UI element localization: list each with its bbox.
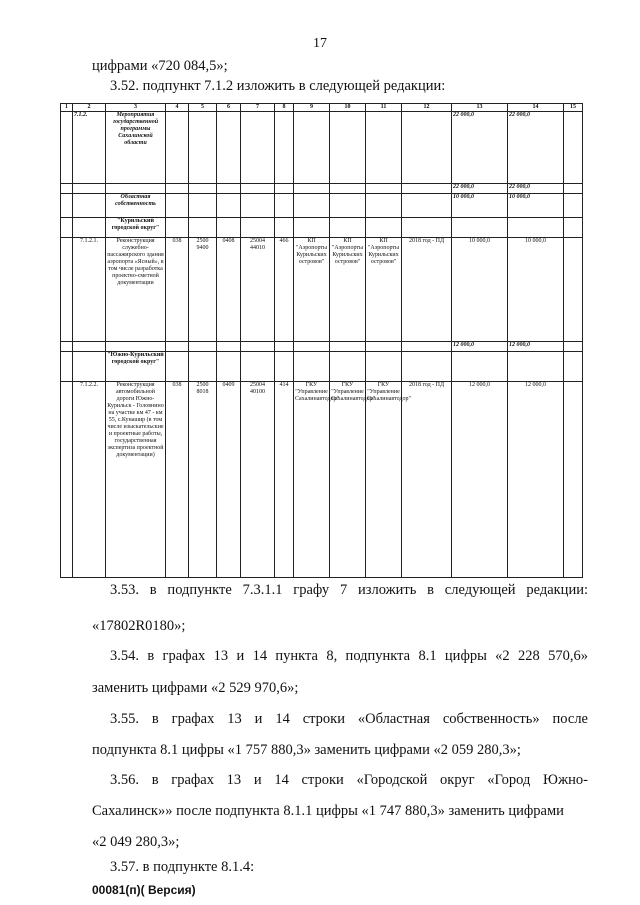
- cell-value: ГКУ "Управление Сахалинавтодор": [294, 382, 330, 578]
- column-number: 9: [294, 104, 330, 112]
- row-name: "Курильский городской округ": [106, 218, 166, 238]
- cell-value: 22 000,0: [508, 112, 564, 184]
- cell-value: 0408: [217, 238, 241, 342]
- cell-value: 10 000,0: [508, 238, 564, 342]
- cell-value: 12 000,0: [452, 382, 508, 578]
- column-number: 12: [402, 104, 452, 112]
- row-name: Реконструкция служебно-пассажирского здания аэропорта «Ясный», в том числе разработка проектно-сметной документации: [106, 238, 166, 342]
- cell-value: КП "Аэропорты Курильских островов": [330, 238, 366, 342]
- table-row: [61, 184, 583, 194]
- cell-value: 0409: [217, 382, 241, 578]
- text-line: «17802R0180»;: [92, 618, 186, 634]
- cell-value: 466: [275, 238, 294, 342]
- text-line: Сахалинск»» после подпункта 8.1.1 цифры «1 747 880,3» заменить цифрами: [92, 803, 564, 819]
- text-line: 3.57. в подпункте 8.1.4:: [110, 859, 255, 875]
- column-number: 5: [189, 104, 217, 112]
- cell-value: 2500 9400: [189, 238, 217, 342]
- cell-value: 2018 год - ПД: [402, 238, 452, 342]
- table-row: [61, 382, 583, 578]
- cell-value: 25004 40100: [241, 382, 275, 578]
- row-name: Областная собственность: [106, 194, 166, 218]
- table-row: [61, 218, 583, 238]
- text-line: 3.56. в графах 13 и 14 строки «Городской округ «Город Южно-: [110, 772, 588, 788]
- column-number: 2: [73, 104, 106, 112]
- cell-value: ГКУ "Управление Сахалинавтодор": [366, 382, 402, 578]
- cell-value: ГКУ "Управление Сахалинавтодор": [330, 382, 366, 578]
- text-line: цифрами «720 084,5»;: [92, 58, 228, 74]
- column-number: 14: [508, 104, 564, 112]
- cell-value: 12 000,0: [508, 342, 564, 352]
- row-number: 7.1.2.: [73, 112, 106, 184]
- text-line: 3.55. в графах 13 и 14 строки «Областная собственность» после: [110, 711, 588, 727]
- table-row: [61, 352, 583, 382]
- table-header-row: [61, 104, 583, 112]
- cell-value: 2018 год - ПД: [402, 382, 452, 578]
- cell-value: 12 000,0: [508, 382, 564, 578]
- column-number: 7: [241, 104, 275, 112]
- table-row: [61, 194, 583, 218]
- text-line: 3.52. подпункт 7.1.2 изложить в следующей редакции:: [110, 78, 446, 94]
- cell-value: 22 000,0: [452, 112, 508, 184]
- document-footer: 00081(п)( Версия): [92, 883, 196, 897]
- cell-value: 25004 44010: [241, 238, 275, 342]
- row-name: Реконструкция автомобильной дороги Южно-Курильск - Головнино на участке км 47 - км 55, с.Кунашир (в том числе изыскательские и проектные работы, государственная экспертиза проектной документации): [106, 382, 166, 578]
- cell-value: 038: [166, 238, 189, 342]
- row-number: 7.1.2.1.: [73, 238, 106, 342]
- column-number: 3: [106, 104, 166, 112]
- column-number: 15: [564, 104, 583, 112]
- column-number: 6: [217, 104, 241, 112]
- column-number: 1: [61, 104, 73, 112]
- cell-value: КП "Аэропорты Курильских островов": [294, 238, 330, 342]
- text-line: подпункта 8.1 цифры «1 757 880,3» заменить цифрами «2 059 280,3»;: [92, 742, 521, 758]
- cell-value: 2500 8018: [189, 382, 217, 578]
- cell-value: 22 000,0: [452, 184, 508, 194]
- column-number: 13: [452, 104, 508, 112]
- column-number: 4: [166, 104, 189, 112]
- column-number: 11: [366, 104, 402, 112]
- cell-value: КП "Аэропорты Курильских островов": [366, 238, 402, 342]
- cell-value: 10 000,0: [452, 194, 508, 218]
- row-number: 7.1.2.2.: [73, 382, 106, 578]
- text-line: 3.54. в графах 13 и 14 пункта 8, подпункта 8.1 цифры «2 228 570,6»: [110, 648, 588, 664]
- table-row: [61, 342, 583, 352]
- column-number: 10: [330, 104, 366, 112]
- cell-value: 038: [166, 382, 189, 578]
- cell-value: 414: [275, 382, 294, 578]
- table-row: [61, 112, 583, 184]
- text-line: 3.53. в подпункте 7.3.1.1 графу 7 изложить в следующей редакции:: [110, 582, 588, 598]
- column-number: 8: [275, 104, 294, 112]
- row-name: Мероприятия государственной программы Сахалинской области: [106, 112, 166, 184]
- text-line: «2 049 280,3»;: [92, 834, 180, 850]
- page-number: 17: [313, 36, 327, 51]
- table-row: [61, 238, 583, 342]
- cell-value: 10 000,0: [508, 194, 564, 218]
- row-name: "Южно-Курильский городской округ": [106, 352, 166, 382]
- cell-value: 12 000,0: [452, 342, 508, 352]
- text-line: заменить цифрами «2 529 970,6»;: [92, 680, 299, 696]
- budget-table: [60, 103, 583, 578]
- cell-value: 22 000,0: [508, 184, 564, 194]
- cell-value: 10 000,0: [452, 238, 508, 342]
